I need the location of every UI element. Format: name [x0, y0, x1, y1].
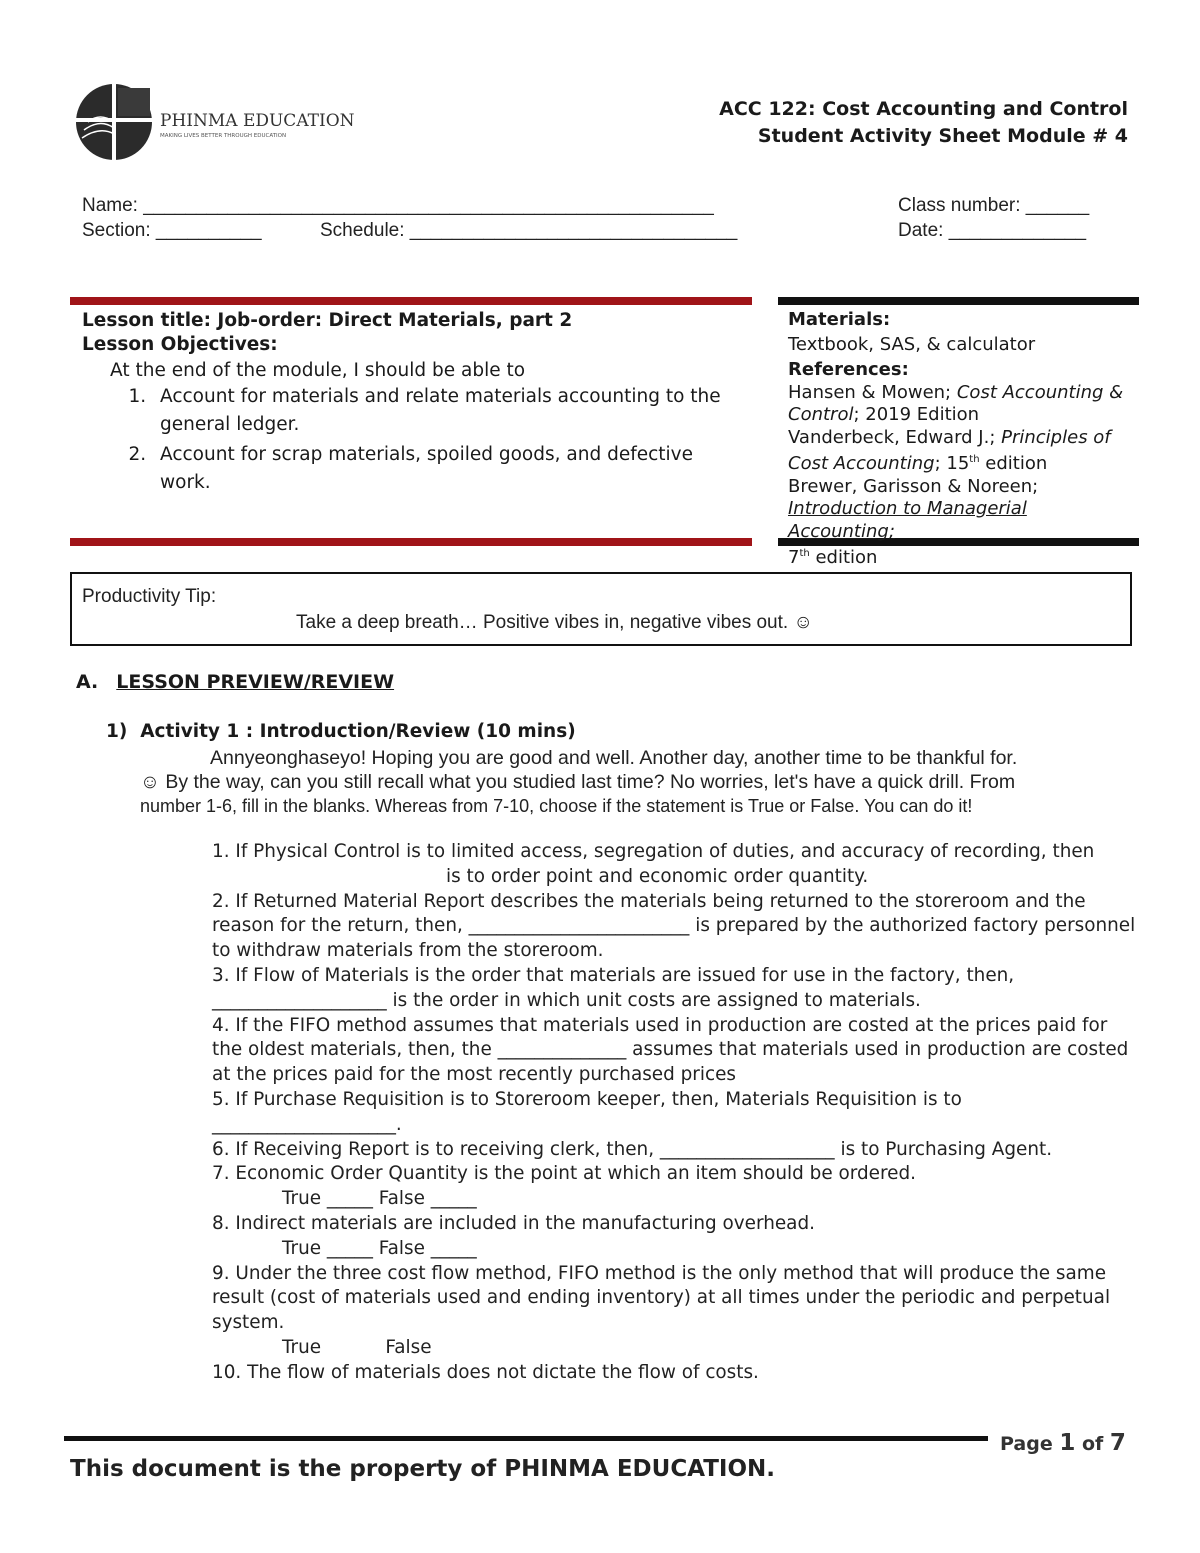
svg-text:PHINMA EDUCATION: PHINMA EDUCATION [160, 111, 355, 131]
question-7-true-false[interactable]: True _____ False _____ [282, 1188, 477, 1210]
property-notice: This document is the property of PHINMA EDUCATION. [70, 1456, 776, 1482]
question-3: 3. If Flow of Materials is the order that materials are issued for use in the factory, then, ___________________ is the order in which unit costs are assigned to materials. [212, 964, 1015, 1011]
name-field[interactable]: Name: ______________________________________________________ [82, 195, 714, 216]
objective-item: 2. Account for scrap materials, spoiled goods, and defective work. [152, 441, 742, 497]
activity-number: 1) [106, 721, 128, 742]
section-field[interactable]: Section: __________ [82, 220, 262, 241]
references-label: References: [788, 359, 909, 380]
course-title: ACC 122: Cost Accounting and Control [719, 98, 1128, 120]
phinma-logo [74, 82, 355, 162]
question-4: 4. If the FIFO method assumes that materials used in production are costed at the prices paid for the oldest materials, then, the ______________ assumes that materials used in production are costed at the prices paid for the most recently purchased prices [212, 1014, 1129, 1086]
materials-top-bar [778, 297, 1139, 305]
tip-label: Productivity Tip: [82, 586, 217, 607]
activity-intro [140, 746, 1130, 818]
question-5: 5. If Purchase Requisition is to Storeroom keeper, then, Materials Requisition is to [212, 1088, 962, 1110]
date-field[interactable]: Date: _____________ [898, 220, 1087, 241]
intro-line-1: Annyeonghaseyo! Hoping you are good and well. Another day, another time to be thankful for. [210, 747, 1018, 769]
intro-line-3: number 1-6, fill in the blanks. Whereas from 7-10, choose if the statement is True or False. You can do it! [140, 796, 973, 816]
page-number: Page 1 of 7 [1000, 1430, 1126, 1456]
questions-list [212, 840, 1137, 1386]
question-8: 8. Indirect materials are included in the manufacturing overhead. [212, 1212, 815, 1234]
activity-heading [106, 721, 576, 742]
objectives-intro: At the end of the module, I should be able to [110, 360, 526, 381]
lesson-top-bar [70, 297, 752, 305]
objectives-label: Lesson Objectives: [82, 334, 278, 355]
reference-2: Vanderbeck, Edward J.; Principles of Cost Accounting; 15th edition [788, 426, 1111, 474]
phinma-logo-icon [74, 82, 355, 162]
question-6: 6. If Receiving Report is to receiving clerk, then, ___________________ is to Purchasing Agent. [212, 1138, 1053, 1160]
reference-3: Brewer, Garisson & Noreen; Introduction to Managerial Accounting; 7th edition [788, 475, 1039, 568]
activity-title: Activity 1 : Introduction/Review (10 mins) [140, 721, 576, 742]
question-9-true-false[interactable]: True False [282, 1336, 432, 1358]
intro-line-2: ☺ By the way, can you still recall what you studied last time? No worries, let's have a quick drill. From [140, 771, 1016, 793]
section-title: LESSON PREVIEW/REVIEW [116, 671, 395, 693]
question-1: 1. If Physical Control is to limited access, segregation of duties, and accuracy of recording, then [212, 841, 1095, 862]
productivity-tip-box [70, 572, 1132, 646]
schedule-field[interactable]: Schedule: _______________________________ [320, 220, 738, 241]
question-7: 7. Economic Order Quantity is the point at which an item should be ordered. [212, 1163, 916, 1185]
objectives-list [130, 383, 742, 497]
lesson-panel [82, 309, 742, 499]
lesson-bottom-bar [70, 538, 752, 546]
footer-bar [64, 1436, 988, 1441]
question-9: 9. Under the three cost flow method, FIFO method is the only method that will produce the same result (cost of materials used and ending inventory) at all times under the periodic and perpetual system. [212, 1262, 1111, 1334]
course-header [719, 96, 1128, 150]
objective-item: 1. Account for materials and relate materials accounting to the general ledger. [152, 383, 742, 439]
materials-panel [788, 309, 1138, 570]
question-10: 10. The flow of materials does not dictate the flow of costs. [212, 1361, 759, 1383]
section-letter: A. [76, 671, 99, 693]
reference-1: Hansen & Mowen; Cost Accounting & Control; 2019 Edition [788, 381, 1124, 425]
section-a-heading [76, 671, 394, 693]
lesson-title: Lesson title: Job-order: Direct Materials, part 2 [82, 310, 573, 331]
question-1-cont: is to order point and economic order quantity. [446, 865, 869, 887]
module-title: Student Activity Sheet Module # 4 [757, 125, 1128, 147]
class-number-field[interactable]: Class number: ______ [898, 195, 1090, 216]
materials-text: Textbook, SAS, & calculator [788, 333, 1036, 355]
svg-text:MAKING LIVES BETTER THROUGH ED: MAKING LIVES BETTER THROUGH EDUCATION [160, 133, 287, 139]
question-8-true-false[interactable]: True _____ False _____ [282, 1237, 477, 1259]
tip-text: Take a deep breath… Positive vibes in, negative vibes out. ☺ [296, 612, 813, 633]
question-5-blank[interactable]: ____________________. [212, 1113, 402, 1135]
materials-label: Materials: [788, 309, 891, 330]
question-2: 2. If Returned Material Report describes the materials being returned to the storeroom and the reason for the return, then, ________________________ is prepared by the authorized factory personnel to withdraw materials from the storeroom. [212, 890, 1136, 962]
